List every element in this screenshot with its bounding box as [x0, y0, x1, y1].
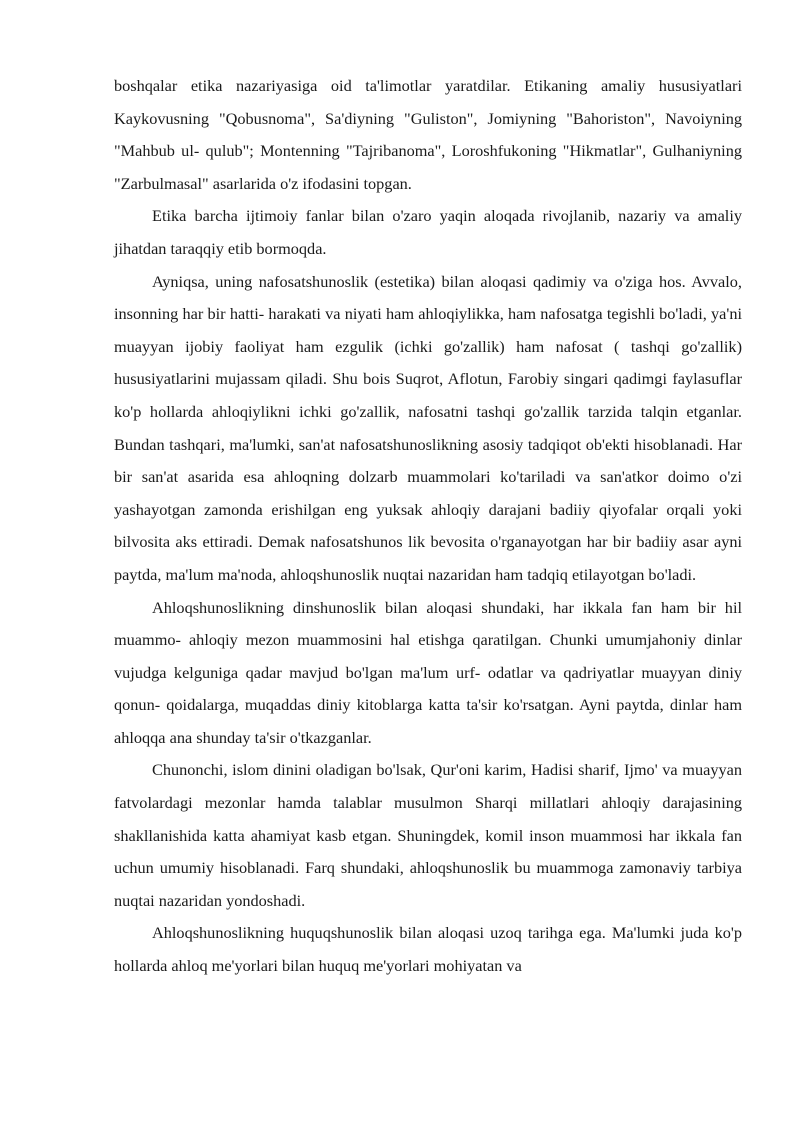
paragraph-5: Chunonchi, islom dinini oladigan bo'lsak, Qur'oni karim, Hadisi sharif, Ijmo' va muayyan fatvolardagi mezonlar hamda talablar musulmon Sharqi millatlari ahloqiy darajasining shakllanishida katta ahamiyat kasb etgan. Shuningdek, komil inson muammosi har ikkala fan uchun umumiy hisoblanadi. Farq shundaki, ahloqshunoslik bu muammoga zamonaviy tarbiya nuqtai nazaridan yondoshadi.: [114, 760, 742, 910]
paragraph-6: Ahloqshunoslikning huquqshunoslik bilan aloqasi uzoq tarihga ega. Ma'lumki juda ko'p hollarda ahloq me'yorlari bilan huquq me'yorlari mohiyatan va: [114, 923, 742, 976]
document-page: [114, 70, 742, 983]
paragraph-2: Etika barcha ijtimoiy fanlar bilan o'zaro yaqin aloqada rivojlanib, nazariy va amaliy jihatdan taraqqiy etib bormoqda.: [114, 206, 742, 258]
paragraph-4: Ahloqshunoslikning dinshunoslik bilan aloqasi shundaki, har ikkala fan ham bir hil muammo- ahloqiy mezon muammosini hal etishga qaratilgan. Chunki umumjahoniy dinlar vujudga kelguniga qadar mavjud bo'lgan ma'lum urf- odatlar va qadriyatlar muayyan diniy qonun- qoidalarga, muqaddas diniy kitoblarga katta ta'sir ko'rsatgan. Ayni paytda, dinlar ham ahloqqa ana shunday ta'sir o'tkazganlar.: [114, 597, 742, 747]
paragraph-3: Ayniqsa, uning nafosatshunoslik (estetika) bilan aloqasi qadimiy va o'ziga hos. Avvalo, insonning har bir hatti- harakati va niyati ham ahloqiylikka, ham nafosatga tegishli bo'ladi, ya'ni muayyan ijobiy faoliyat ham ezgulik (ichki go'zallik) ham nafosat ( tashqi go'zallik) hususiyatlarini mujassam qiladi. Shu bois Suqrot, Aflotun, Farobiy singari qadimgi faylasuflar ko'p hollarda ahloqiylikni ichki go'zallik, nafosatni tashqi go'zallik tarzida talqin etganlar. Bundan tashqari, ma'lumki, san'at nafosatshunoslikning asosiy tadqiqot ob'ekti hisoblanadi. Har bir san'at asarida esa ahloqning dolzarb muammolari ko'tariladi va san'atkor doimo o'zi yashayotgan zamonda erishilgan eng yuksak ahloqiy darajani badiiy qiyofalar orqali yoki bilvosita aks ettiradi. Demak nafosatshunos lik bevosita o'rganayotgan har bir badiiy asar ayni paytda, ma'lum ma'noda, ahloqshunoslik nuqtai nazaridan ham tadqiq etilayotgan bo'ladi.: [114, 271, 742, 584]
paragraph-1: boshqalar etika nazariyasiga oid ta'limotlar yaratdilar. Etikaning amaliy hususiyatlari Kaykovusning "Qobusnoma", Sa'diyning "Guliston", Jomiyning "Bahoriston", Navoiyning "Mahbub ul- qulub"; Montenning "Tajribanoma", Loroshfukoning "Hikmatlar", Gulhaniyning "Zarbulmasal" asarlarida o'z ifodasini topgan.: [114, 76, 742, 193]
